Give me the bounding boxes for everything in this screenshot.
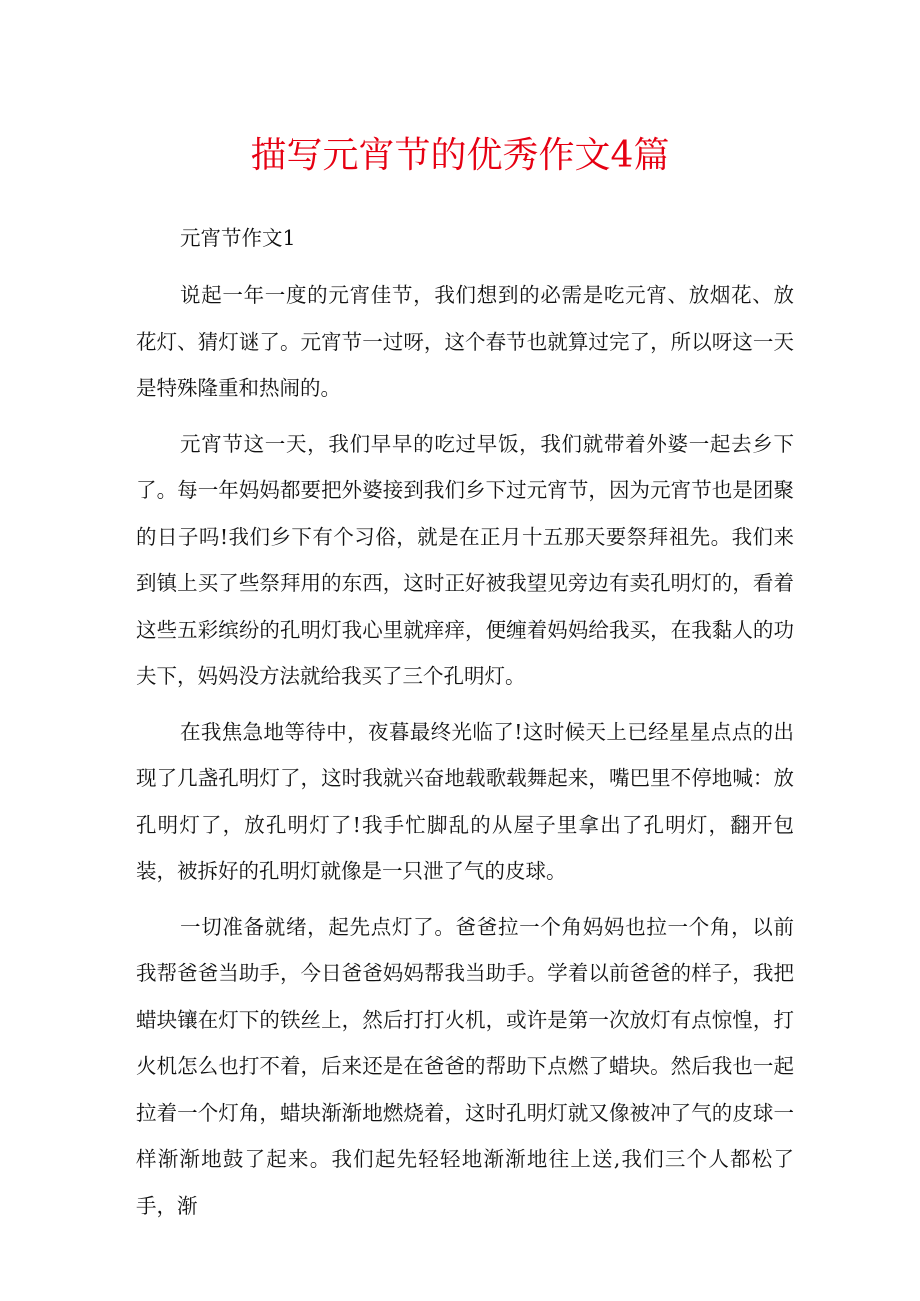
document-title: 描写元宵节的优秀作文4篇 bbox=[250, 135, 670, 176]
paragraph-2: 元宵节这一天，我们早早的吃过早饭，我们就带着外婆一起去乡下了。每一年妈妈都要把外婆接到我们乡下过元宵节，因为元宵节也是团聚的日子吗!我们乡下有个习俗，就是在正月十五那天要祭拜祖先。我们来到镇上买了些祭拜用的东西，这时正好被我望见旁边有卖孔明灯的，看着这些五彩缤纷的孔明灯我心里就痒痒，便缠着妈妈给我买，在我黏人的功夫下，妈妈没方法就给我买了三个孔明灯。 bbox=[136, 431, 794, 688]
paragraph-4: 一切准备就绪，起先点灯了。爸爸拉一个角妈妈也拉一个角，以前我帮爸爸当助手，今日爸爸妈妈帮我当助手。学着以前爸爸的样子，我把蜡块镶在灯下的铁丝上，然后打打火机，或许是第一次放灯有点惊惶，打火机怎么也打不着，后来还是在爸爸的帮助下点燃了蜡块。然后我也一起拉着一个灯角，蜡块渐渐地燃烧着，这时孔明灯就又像被冲了气的皮球一样渐渐地鼓了起来。我们起先轻轻地渐渐地往上送,我们三个人都松了手，渐 bbox=[136, 914, 794, 1218]
paragraph-3: 在我焦急地等待中，夜暮最终光临了!这时候天上已经星星点点的出现了几盏孔明灯了，这时我就兴奋地载歌载舞起来，嘴巴里不停地喊：放孔明灯了，放孔明灯了!我手忙脚乱的从屋子里拿出了孔明灯，翻开包装，被拆好的孔明灯就像是一只泄了气的皮球。 bbox=[136, 719, 794, 883]
section-heading: 元宵节作文1 bbox=[180, 226, 296, 250]
document-body bbox=[136, 215, 794, 1238]
paragraph-1: 说起一年一度的元宵佳节，我们想到的必需是吃元宵、放烟花、放花灯、猜灯谜了。元宵节一过呀，这个春节也就算过完了，所以呀这一天是特殊隆重和热闹的。 bbox=[136, 283, 794, 400]
